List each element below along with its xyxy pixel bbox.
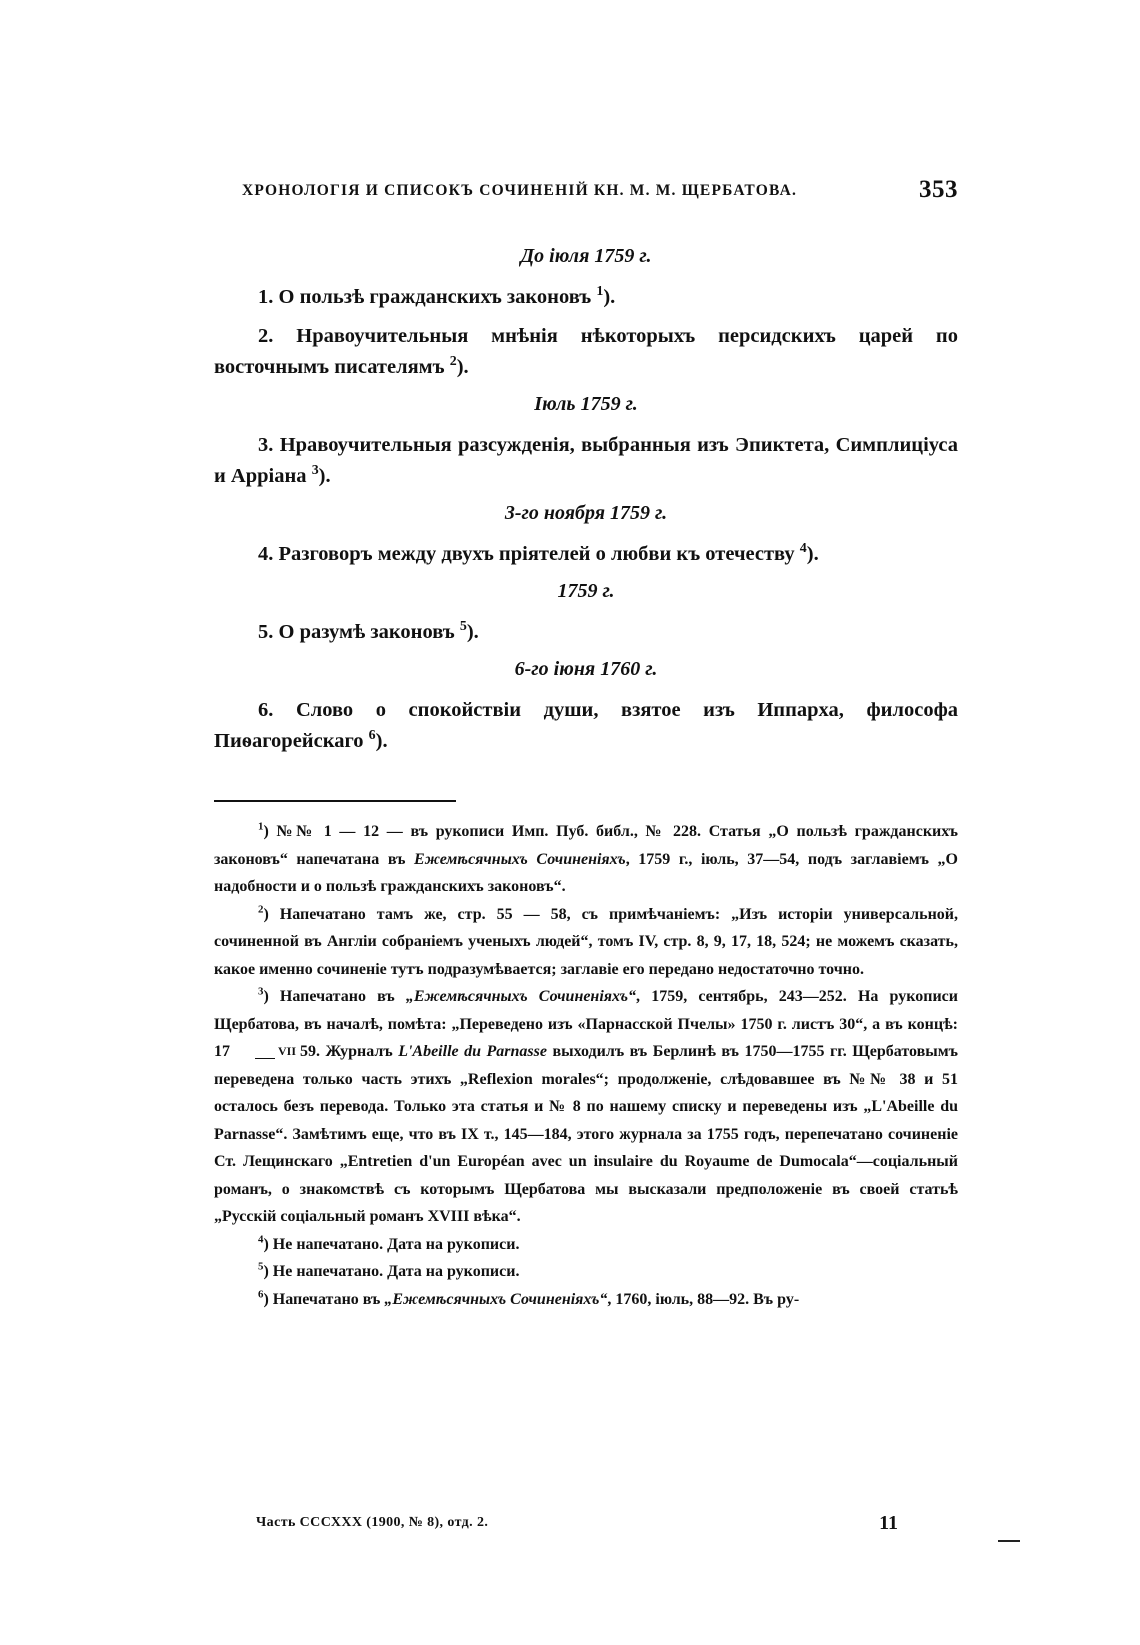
list-item: 3. Нравоучительныя разсужденія, выбранныя изъ Эпиктета, Симплиціуса и Арріана $^3$). [214, 434, 958, 487]
main-text [214, 235, 958, 765]
section-date: 1759 г. [557, 580, 615, 602]
footnote-reference: 3 [311, 463, 319, 479]
sheet-number: 11 [879, 1512, 898, 1534]
footnote-reference: 6 [368, 728, 376, 744]
footnote-reference: 2 [449, 354, 457, 370]
section-date: 6-го іюня 1760 г. [514, 658, 658, 680]
list-item: 2. Нравоучительныя мнѣнія нѣкоторыхъ персидскихъ царей по восточнымъ писателямъ $^2$). [214, 325, 958, 378]
footnote-reference: 5 [459, 619, 467, 635]
footnote-6: $^6$) Напечатано въ „Ежемѣсячныхъ Сочиненіяхъ“, 1760, іюль, 88—92. Въ ру- [258, 1288, 800, 1308]
page-footer [256, 1512, 946, 1536]
running-title: ХРОНОЛОГІЯ И СПИСОКЪ СОЧИНЕНІЙ КН. М. М. ЩЕРБАТОВА. [242, 182, 798, 199]
footnote-1: $^1$) №№ 1 — 12 — въ рукописи Имп. Пуб. библ., № 228. Статья „О пользѣ гражданскихъ законовъ“ напечатана въ Ежемѣсячныхъ Сочиненіяхъ, 1759 г., іюль, 37—54, подъ заглавіемъ „О надобности и о пользѣ гражданскихъ законовъ“. [214, 820, 958, 895]
list-item: 1. О пользѣ гражданскихъ законовъ $^1$). [258, 284, 616, 308]
list-item: 5. О разумѣ законовъ $^5$). [258, 619, 479, 643]
footnote-divider [214, 800, 456, 802]
printer-signature: Часть СССХХХ (1900, № 8), отд. 2. [256, 1515, 489, 1530]
list-item: 6. Слово о спокойствіи души, взятое изъ Иппарха, философа Пиѳагорейскаго $^6$). [214, 699, 958, 752]
list-item: 4. Разговоръ между двухъ пріятелей о любви къ отечеству $^4$). [258, 541, 819, 565]
section-date: 3-го ноября 1759 г. [504, 502, 668, 524]
footnotes [214, 818, 958, 1313]
section-date: До іюля 1759 г. [520, 245, 652, 267]
footnote-reference: 1 [596, 284, 604, 300]
date-fraction: VII [234, 1045, 296, 1060]
footnote-4: $^4$) Не напечатано. Дата на рукописи. [258, 1233, 520, 1253]
footnote-5: $^5$) Не напечатано. Дата на рукописи. [258, 1260, 520, 1280]
section-date: Іюль 1759 г. [534, 393, 638, 415]
footnote-2: $^2$) Напечатано тамъ же, стр. 55 — 58, съ примѣчаніемъ: „Изъ исторіи универсальной, сочиненной въ Англіи собраніемъ ученыхъ людей“, томъ IV, стр. 8, 9, 17, 18, 524; не можемъ сказать, какое именно сочиненіе тутъ подразумѣвается; заглавіе его передано недостаточно точно. [214, 903, 958, 978]
margin-mark [998, 1540, 1020, 1542]
page-number: 353 [919, 176, 958, 203]
footnote-3: $^3$) Напечатано въ „Ежемѣсячныхъ Сочиненіяхъ“, 1759, сентябрь, 243—252. На рукописи Щербатова, въ началѣ, помѣта: „Переведено изъ «Парнасской Пчелы» 1750 г. листъ 30“, а въ концѣ: 17 VII 59. Журналъ L'Abeille du Parnasse выходилъ въ Берлинѣ въ 1750—1755 гг. Щербатовымъ переведена только часть этихъ „Reflexion morales“; продолженіе, слѣдовавшее въ №№ 38 и 51 осталось безъ перевода. Только эта статья и № 8 по нашему списку и переведены изъ „L'Abeille du Parnasse“. Замѣтимъ еще, что въ IX т., 145—184, этого журнала за 1755 годъ, перепечатано сочиненіе Ст. Лещинскаго „Entretien d'un Européan avec un insulaire du Royaume de Dumocala“—соціальный романъ, о знакомствѣ съ которымъ Щербатова мы высказали предположеніе въ своей статьѣ „Русскій соціальный романъ XVIII вѣка“. [214, 985, 959, 1225]
running-header [242, 176, 958, 210]
footnote-reference: 4 [799, 541, 807, 557]
